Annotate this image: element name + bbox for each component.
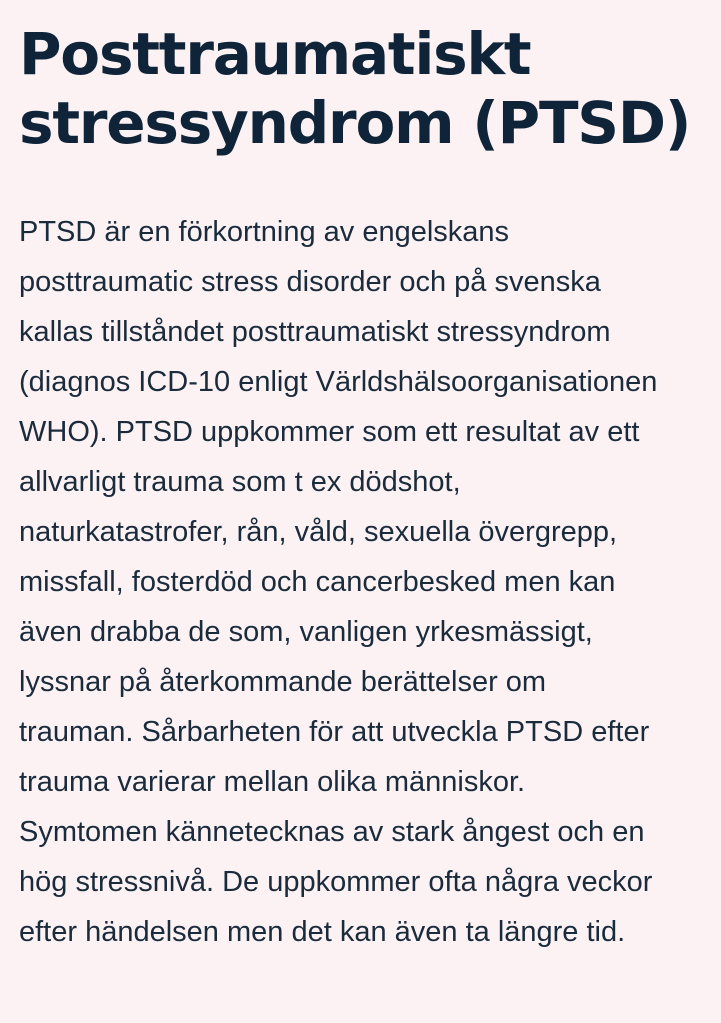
body-line: även drabba de som, vanligen yrkesmässigt,	[19, 616, 593, 648]
body-line: PTSD är en förkortning av engelskans	[19, 216, 510, 248]
body-line: hög stressnivå. De uppkommer ofta några veckor	[19, 866, 653, 898]
body-line: Symtomen kännetecknas av stark ångest och en	[19, 816, 645, 848]
body-line: efter händelsen men det kan även ta längre tid.	[19, 916, 626, 948]
body-line: allvarligt trauma som t ex dödshot,	[19, 466, 461, 498]
body-line: missfall, fosterdöd och cancerbesked men kan	[19, 566, 616, 598]
title-line: stressyndrom (PTSD)	[19, 89, 691, 157]
article-body	[19, 207, 709, 957]
body-line: (diagnos ICD-10 enligt Världshälsoorganisationen	[19, 366, 658, 398]
body-line: trauma varierar mellan olika människor.	[19, 766, 526, 798]
page-title	[19, 20, 709, 158]
body-line: kallas tillståndet posttraumatiskt stressyndrom	[19, 316, 611, 348]
body-line: trauman. Sårbarheten för att utveckla PTSD efter	[19, 716, 650, 748]
body-line: naturkatastrofer, rån, våld, sexuella övergrepp,	[19, 516, 618, 548]
body-line: lyssnar på återkommande berättelser om	[19, 666, 547, 698]
title-line: Posttraumatiskt	[19, 20, 531, 88]
article	[19, 20, 709, 957]
body-line: posttraumatic stress disorder och på svenska	[19, 266, 601, 298]
body-line: WHO). PTSD uppkommer som ett resultat av ett	[19, 416, 640, 448]
